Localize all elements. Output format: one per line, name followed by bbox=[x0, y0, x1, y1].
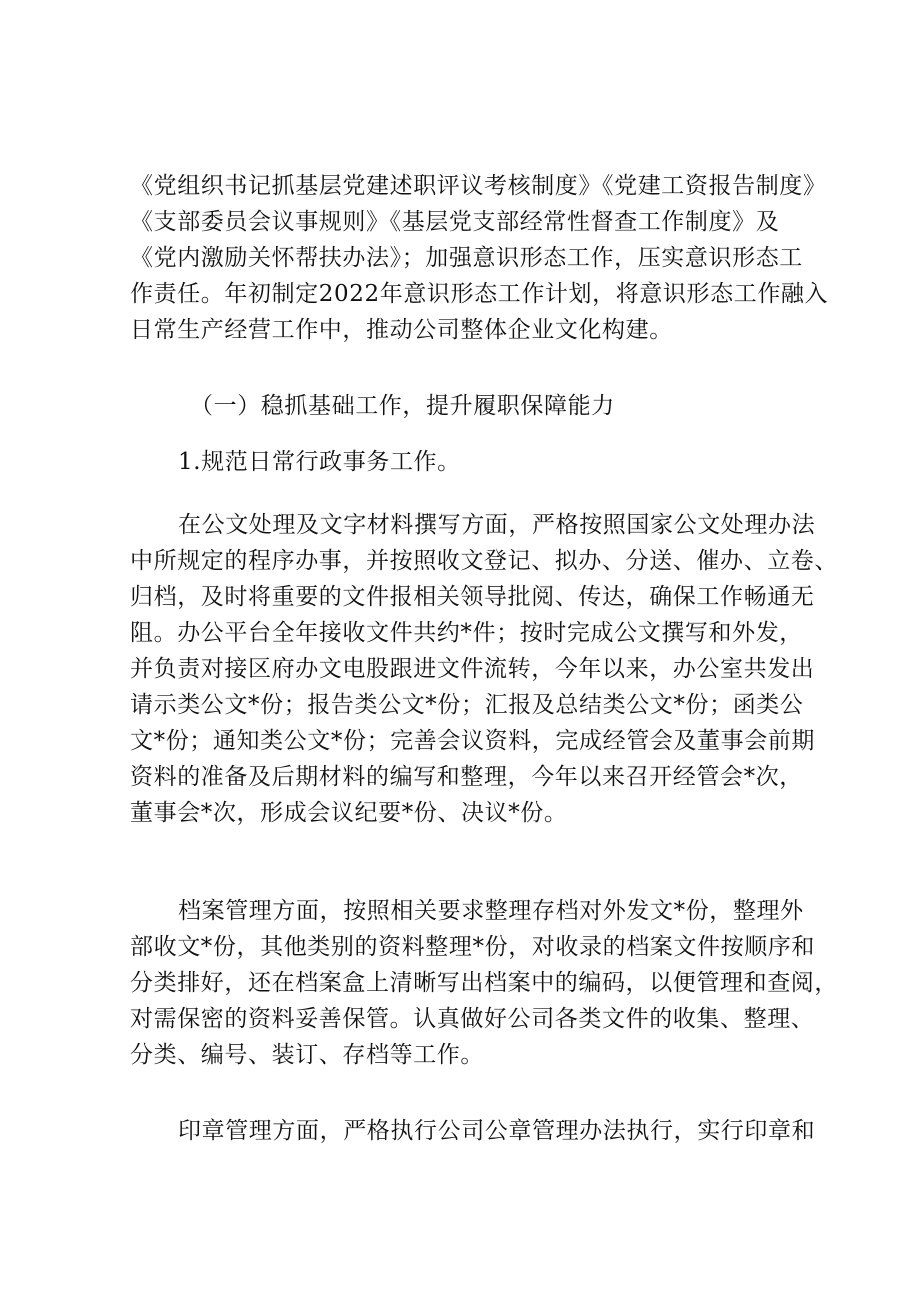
paragraph-line: 分类、编号、装订、存档等工作。 bbox=[130, 1042, 484, 1068]
paragraph-line: 文*份；通知类公文*份；完善会议资料，完成经管会及董事会前期 bbox=[130, 728, 815, 754]
intro-line: 作责任。年初制定2022年意识形态工作计划，将意识形态工作融入 bbox=[130, 281, 829, 307]
intro-line: 《支部委员会议事规则》《基层党支部经常性督查工作制度》及 bbox=[130, 209, 780, 235]
subsection-heading: 1.规范日常行政事务工作。 bbox=[178, 449, 461, 475]
intro-line: 日常生产经营工作中，推动公司整体企业文化构建。 bbox=[130, 317, 673, 343]
paragraph-line: 资料的准备及后期材料的编写和整理，今年以来召开经管会*次， bbox=[130, 764, 803, 790]
paragraph-line: 部收文*份，其他类别的资料整理*份，对收录的档案文件按顺序和 bbox=[130, 934, 815, 960]
paragraph-line: 阻。办公平台全年接收文件共约*件；按时完成公文撰写和外发， bbox=[130, 620, 803, 646]
intro-line: 《党组织书记抓基层党建述职评议考核制度》《党建工资报告制度》 bbox=[130, 173, 827, 199]
paragraph-line: 归档，及时将重要的文件报相关领导批阅、传达，确保工作畅通无 bbox=[130, 584, 815, 610]
paragraph-line: 档案管理方面，按照相关要求整理存档对外发文*份，整理外 bbox=[178, 898, 804, 924]
paragraph-line: 并负责对接区府办文电股跟进文件流转，今年以来，办公室共发出 bbox=[130, 656, 815, 682]
paragraph-archive-management bbox=[130, 893, 838, 1073]
intro-paragraph bbox=[130, 168, 829, 348]
paragraph-line: 印章管理方面，严格执行公司公章管理办法执行，实行印章和 bbox=[178, 1118, 816, 1144]
section-heading-block bbox=[130, 388, 798, 424]
section-heading: （一）稳抓基础工作，提升履职保障能力 bbox=[190, 393, 615, 419]
paragraph-official-documents bbox=[130, 507, 838, 831]
subsection-heading-block bbox=[130, 444, 798, 480]
intro-line: 《党内激励关怀帮扶办法》；加强意识形态工作，压实意识形态工 bbox=[130, 245, 803, 271]
paragraph-line: 对需保密的资料妥善保管。认真做好公司各类文件的收集、整理、 bbox=[130, 1006, 815, 1032]
paragraph-line: 中所规定的程序办事，并按照收文登记、拟办、分送、催办、立卷、 bbox=[130, 548, 838, 574]
paragraph-line: 董事会*次，形成会议纪要*份、决议*份。 bbox=[130, 800, 568, 826]
paragraph-line: 分类排好，还在档案盒上清晰写出档案中的编码，以便管理和查阅， bbox=[130, 970, 838, 996]
paragraph-seal-management bbox=[130, 1113, 816, 1149]
paragraph-line: 请示类公文*份；报告类公文*份；汇报及总结类公文*份；函类公 bbox=[130, 692, 804, 718]
paragraph-line: 在公文处理及文字材料撰写方面，严格按照国家公文处理办法 bbox=[178, 512, 816, 538]
